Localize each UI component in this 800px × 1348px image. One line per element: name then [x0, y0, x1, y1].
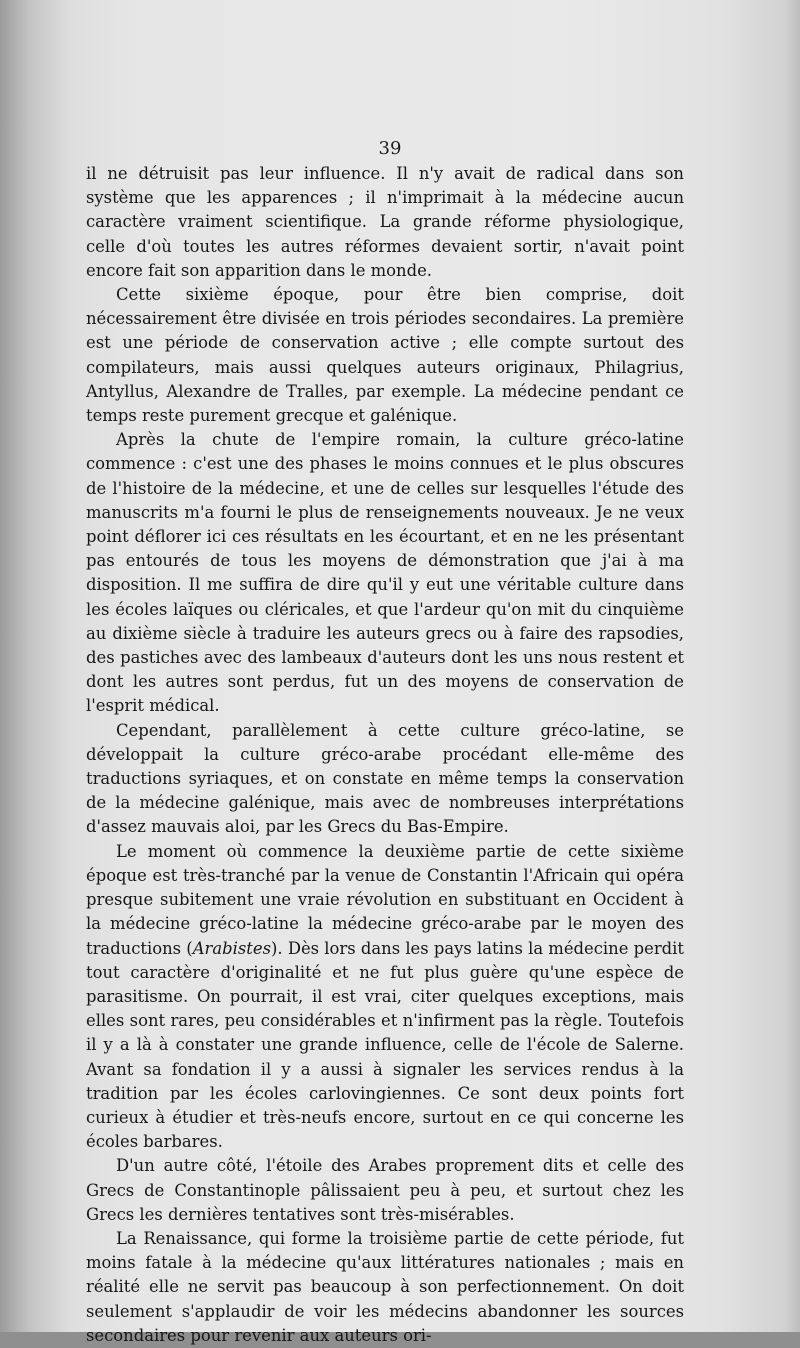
paragraph-3: Après la chute de l'empire romain, la culture gréco-latine commence : c'est une des phases le moins connues et le plus obscures de l'histoire de la médecine, et une de celles sur lesquelles l'étude des manuscrits m'a fourni le plus de renseignements nouveaux. Je ne veux point déflorer ici ces résultats en les écourtant, et en ne les présentant pas entourés de tous les moyens de démonstration que j'ai à ma disposition. Il me suffira de dire qu'il y eut une véritable culture dans les écoles laïques ou cléricales, et que l'ardeur qu'on mit du cinquième au dixième siècle à traduire les auteurs grecs ou à faire des rapsodies, des pastiches avec des lambeaux d'auteurs dont les uns nous restent et dont les autres sont perdus, fut un des moyens de conservation de l'esprit médical.: [86, 430, 684, 716]
page-number: 39: [378, 138, 402, 159]
paragraph-4: Cependant, parallèlement à cette culture gréco-latine, se développait la culture gréco-arabe procédant elle-même des traductions syriaques, et on constate en même temps la conservation de la médecine galénique, mais avec de nombreuses interprétations d'assez mauvais aloi, par les Grecs du Bas-Empire.: [86, 720, 684, 837]
paragraph-6: D'un autre côté, l'étoile des Arabes proprement dits et celle des Grecs de Constantinople pâlissaient peu à peu, et surtout chez les Grecs les dernières tentatives sont très-misérables.: [86, 1156, 684, 1224]
paragraph-2: Cette sixième époque, pour être bien comprise, doit nécessairement être divisée en trois périodes secondaires. La première est une période de conservation active ; elle compte surtout des compilateurs, mais aussi quelques auteurs originaux, Philagrius, Antyllus, Alexandre de Tralles, par exemple. La médecine pendant ce temps reste purement grecque et galénique.: [86, 285, 684, 426]
paragraph-7: La Renaissance, qui forme la troisième partie de cette période, fut moins fatale à la médecine qu'aux littératures nationales ; mais en réalité elle ne servit pas beaucoup à son perfectionnement. On doit seulement s'applaudir de voir les médecins abandonner les sources secondaires pour revenir aux auteurs ori-: [86, 1228, 684, 1345]
paragraph-1: il ne détruisit pas leur influence. Il n'y avait de radical dans son système que les apparences ; il n'imprimait à la médecine aucun caractère vraiment scientifique. La grande réforme physiologique, celle d'où toutes les autres réformes devaient sortir, n'avait point encore fait son apparition dans le monde.: [86, 164, 684, 280]
body-text: [86, 162, 684, 1348]
paragraph-5: Le moment où commence la deuxième partie de cette sixième époque est très-tranché par la venue de Constantin l'Africain qui opéra presque subitement une vraie révolution en substituant en Occident à la médecine gréco-latine la médecine gréco-arabe par le moyen des traductions (Arabistes). Dès lors dans les pays latins la médecine perdit tout caractère d'originalité et ne fut plus guère qu'une espèce de parasitisme. On pourrait, il est vrai, citer quelques exceptions, mais elles sont rares, peu considérables et n'infirment pas la règle. Toutefois il y a là à constater une grande influence, celle de l'école de Salerne. Avant sa fondation il y a aussi à signaler les services rendus à la tradition par les écoles carlovingiennes. Ce sont deux points fort curieux à étudier et très-neufs encore, surtout en ce qui concerne les écoles barbares.: [86, 841, 684, 1152]
italic-term: Arabistes: [192, 938, 271, 958]
